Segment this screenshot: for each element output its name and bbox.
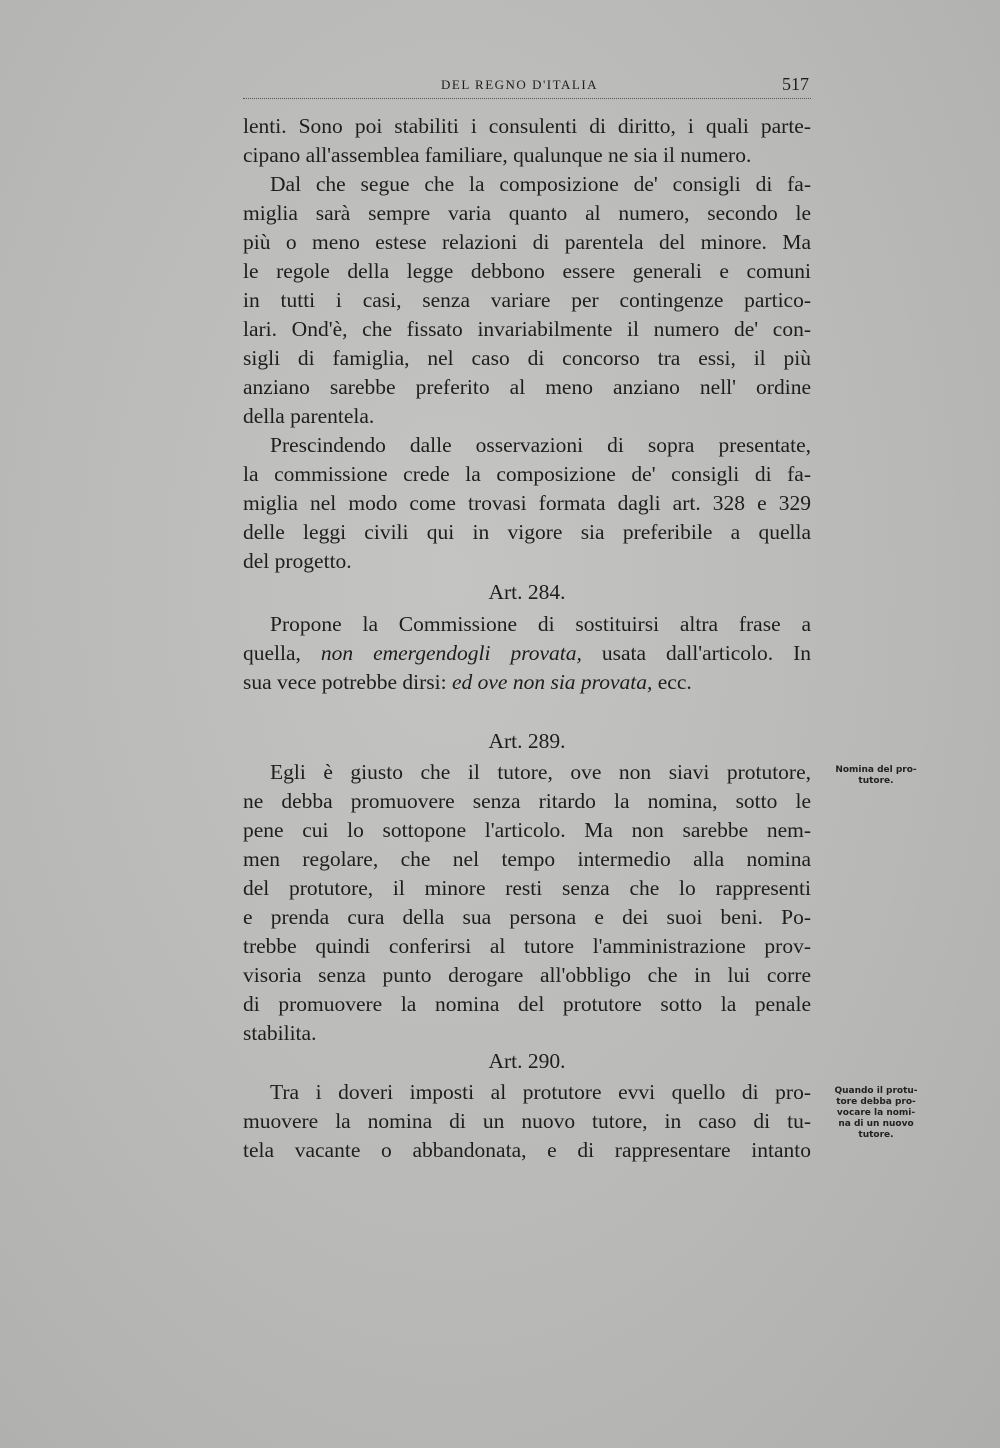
text-line: sigli di famiglia, nel caso di concorso tra essi, il più <box>243 346 811 370</box>
text-line: la commissione crede la composizione de' consigli di fa- <box>243 462 811 486</box>
margin-note-line: tutore. <box>858 1130 894 1140</box>
text-segment: quella, <box>243 641 301 665</box>
text-line: cipano all'assemblea familiare, qualunque ne sia il numero. <box>243 143 752 167</box>
text-line: men regolare, che nel tempo intermedio alla nomina <box>243 847 811 871</box>
text-line: del progetto. <box>243 549 352 573</box>
article-heading-284: Art. 284. <box>488 580 566 604</box>
text-segment: ecc. <box>657 670 692 694</box>
text-line: in tutti i casi, senza variare per contingenze partico- <box>243 288 811 312</box>
text-segment: sua vece potrebbe dirsi: <box>243 670 447 694</box>
text-line: lenti. Sono poi stabiliti i consulenti di diritto, i quali parte- <box>243 114 811 138</box>
text-line: Prescindendo dalle osservazioni di sopra presentate, <box>270 433 811 457</box>
text-line: delle leggi civili qui in vigore sia preferibile a quella <box>243 520 811 544</box>
text-line-mixed <box>243 668 811 696</box>
margin-note-290 <box>826 1086 926 1141</box>
text-line: tela vacante o abbandonata, e di rappresentare intanto <box>243 1138 811 1162</box>
text-line: e prenda cura della sua persona e dei suoi beni. Po- <box>243 905 811 929</box>
text-line: le regole della legge debbono essere generali e comuni <box>243 259 811 283</box>
text-line: trebbe quindi conferirsi al tutore l'amministrazione prov- <box>243 934 811 958</box>
text-line: della parentela. <box>243 404 375 428</box>
margin-note-line: tore debba pro- <box>836 1097 916 1107</box>
text-line: di promuovere la nomina del protutore sotto la penale <box>243 992 811 1016</box>
article-heading-290: Art. 290. <box>488 1049 566 1073</box>
text-line-mixed <box>243 639 811 667</box>
text-line: anziano sarebbe preferito al meno anziano nell' ordine <box>243 375 811 399</box>
text-line: lari. Ond'è, che fissato invariabilmente il numero de' con- <box>243 317 811 341</box>
text-line: miglia sarà sempre varia quanto al numero, secondo le <box>243 201 811 225</box>
italic-quote: ed ove non sia provata, <box>451 670 653 694</box>
text-segment: usata dall'articolo. In <box>601 641 811 665</box>
text-line: più o meno estese relazioni di parentela del minore. Ma <box>243 230 811 254</box>
running-title: DEL REGNO D'ITALIA <box>441 77 599 92</box>
text-line: muovere la nomina di un nuovo tutore, in caso di tu- <box>243 1109 811 1133</box>
margin-note-line: na di un nuovo <box>838 1119 914 1129</box>
text-line: ne debba promuovere senza ritardo la nomina, sotto le <box>243 789 811 813</box>
margin-note-line: Nomina del pro- <box>835 765 917 775</box>
text-line: visoria senza punto derogare all'obbligo che in lui corre <box>243 963 811 987</box>
page-number: 517 <box>782 74 809 94</box>
margin-note-line: Quando il protu- <box>834 1086 918 1096</box>
text-line: stabilita. <box>243 1021 317 1045</box>
margin-note-289 <box>826 765 926 787</box>
margin-note-line: vocare la nomi- <box>836 1108 916 1118</box>
margin-note-line: tutore. <box>858 776 894 786</box>
text-line: Egli è giusto che il tutore, ove non siavi protutore, <box>270 760 811 784</box>
text-line: Tra i doveri imposti al protutore evvi quello di pro- <box>270 1080 811 1104</box>
text-line: miglia nel modo come trovasi formata dagli art. 328 e 329 <box>243 491 811 515</box>
text-line: Propone la Commissione di sostituirsi altra frase a <box>270 612 811 636</box>
text-line: Dal che segue che la composizione de' consigli di fa- <box>270 172 811 196</box>
italic-quote: non emergendogli provata, <box>320 641 582 665</box>
text-line: pene cui lo sottopone l'articolo. Ma non sarebbe nem- <box>243 818 811 842</box>
article-heading-289: Art. 289. <box>488 729 566 753</box>
page-header <box>243 74 811 99</box>
text-line: del protutore, il minore resti senza che lo rappresenti <box>243 876 811 900</box>
